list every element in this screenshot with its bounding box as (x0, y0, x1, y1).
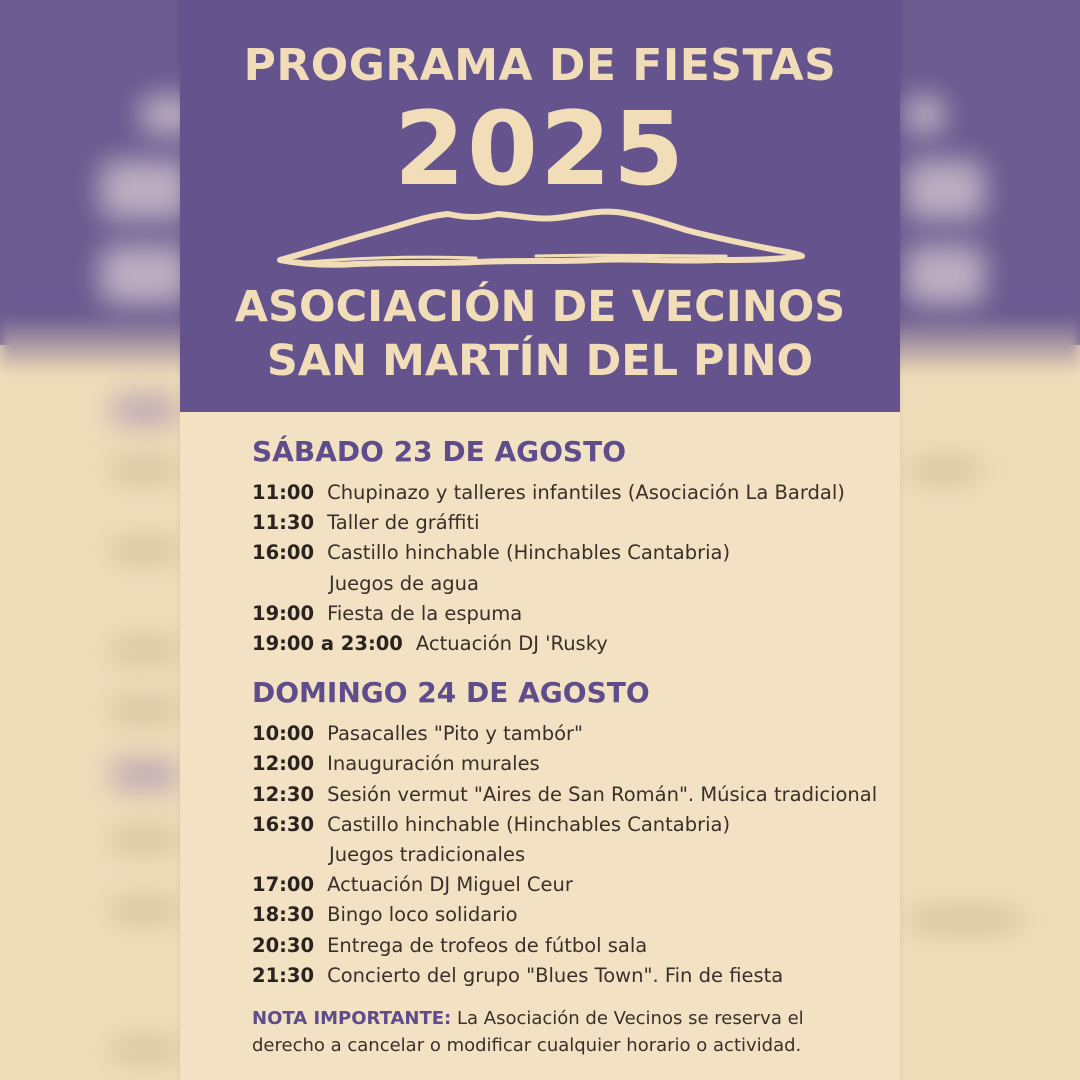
event-time: 19:00 a 23:00 (252, 632, 403, 656)
event-time: 11:00 (252, 481, 315, 504)
note-label: NOTA IMPORTANTE: (252, 1008, 452, 1030)
event-description: Bingo loco solidario (327, 903, 518, 927)
organization-line-2: SAN MARTÍN DEL PINO (266, 336, 814, 386)
note-text: La Asociación de Vecinos se reserva el derecho a cancelar o modificar cualquier horario o actividad. (252, 1008, 804, 1057)
event-row (252, 810, 892, 840)
event-description: Actuación DJ 'Rusky (415, 632, 608, 656)
event-row (252, 840, 892, 870)
event-time: 17:00 (252, 873, 315, 897)
poster-year: 2025 (394, 90, 686, 209)
event-row (252, 508, 892, 538)
event-time: 19:00 (252, 601, 315, 625)
important-note (252, 1005, 852, 1059)
program-body (252, 432, 892, 1059)
event-row (252, 900, 892, 930)
event-time: 10:00 (252, 722, 315, 746)
event-row (252, 599, 892, 629)
event-row (252, 569, 892, 599)
event-description: Sesión vermut "Aires de San Román". Música tradicional (327, 782, 878, 806)
poster-header (180, 0, 900, 412)
event-description: Juegos tradicionales (329, 843, 526, 867)
day-sunday (252, 673, 892, 991)
organization-name (180, 280, 900, 388)
poster-title: PROGRAMA DE FIESTAS (243, 40, 837, 91)
day-heading: SÁBADO 23 DE AGOSTO (252, 435, 626, 468)
event-time: 12:30 (252, 782, 315, 806)
day-saturday (252, 432, 892, 659)
event-time: 16:00 (252, 541, 315, 565)
festival-poster (180, 0, 900, 1080)
event-time: 20:30 (252, 933, 315, 957)
event-row (252, 538, 892, 568)
event-time: 12:00 (252, 752, 315, 776)
event-description: Entrega de trofeos de fútbol sala (327, 933, 648, 957)
event-time: 16:30 (252, 812, 315, 836)
event-description: Concierto del grupo "Blues Town". Fin de fiesta (327, 963, 784, 987)
event-row (252, 629, 892, 659)
event-description: Chupinazo y talleres infantiles (Asociación La Bardal) (327, 481, 845, 504)
event-row (252, 870, 892, 900)
event-row (252, 961, 892, 991)
event-row (252, 478, 892, 508)
event-description: Castillo hinchable (Hinchables Cantabria) (327, 812, 731, 836)
event-row (252, 719, 892, 749)
event-description: Actuación DJ Miguel Ceur (327, 873, 573, 897)
event-time: 21:30 (252, 963, 315, 987)
event-description: Castillo hinchable (Hinchables Cantabria) (327, 541, 731, 565)
event-description: Fiesta de la espuma (327, 601, 523, 625)
event-row (252, 749, 892, 779)
event-row (252, 780, 892, 810)
event-time: 11:30 (252, 511, 315, 535)
day-heading: DOMINGO 24 DE AGOSTO (252, 676, 650, 710)
organization-line-1: ASOCIACIÓN DE VECINOS (234, 282, 846, 332)
event-description: Taller de gráffiti (327, 511, 480, 535)
event-description: Inauguración murales (327, 752, 540, 776)
mountain-icon (276, 206, 806, 276)
event-description: Juegos de agua (329, 571, 479, 595)
event-time: 18:30 (252, 903, 315, 927)
event-description: Pasacalles "Pito y tambór" (327, 722, 583, 746)
event-row (252, 931, 892, 961)
